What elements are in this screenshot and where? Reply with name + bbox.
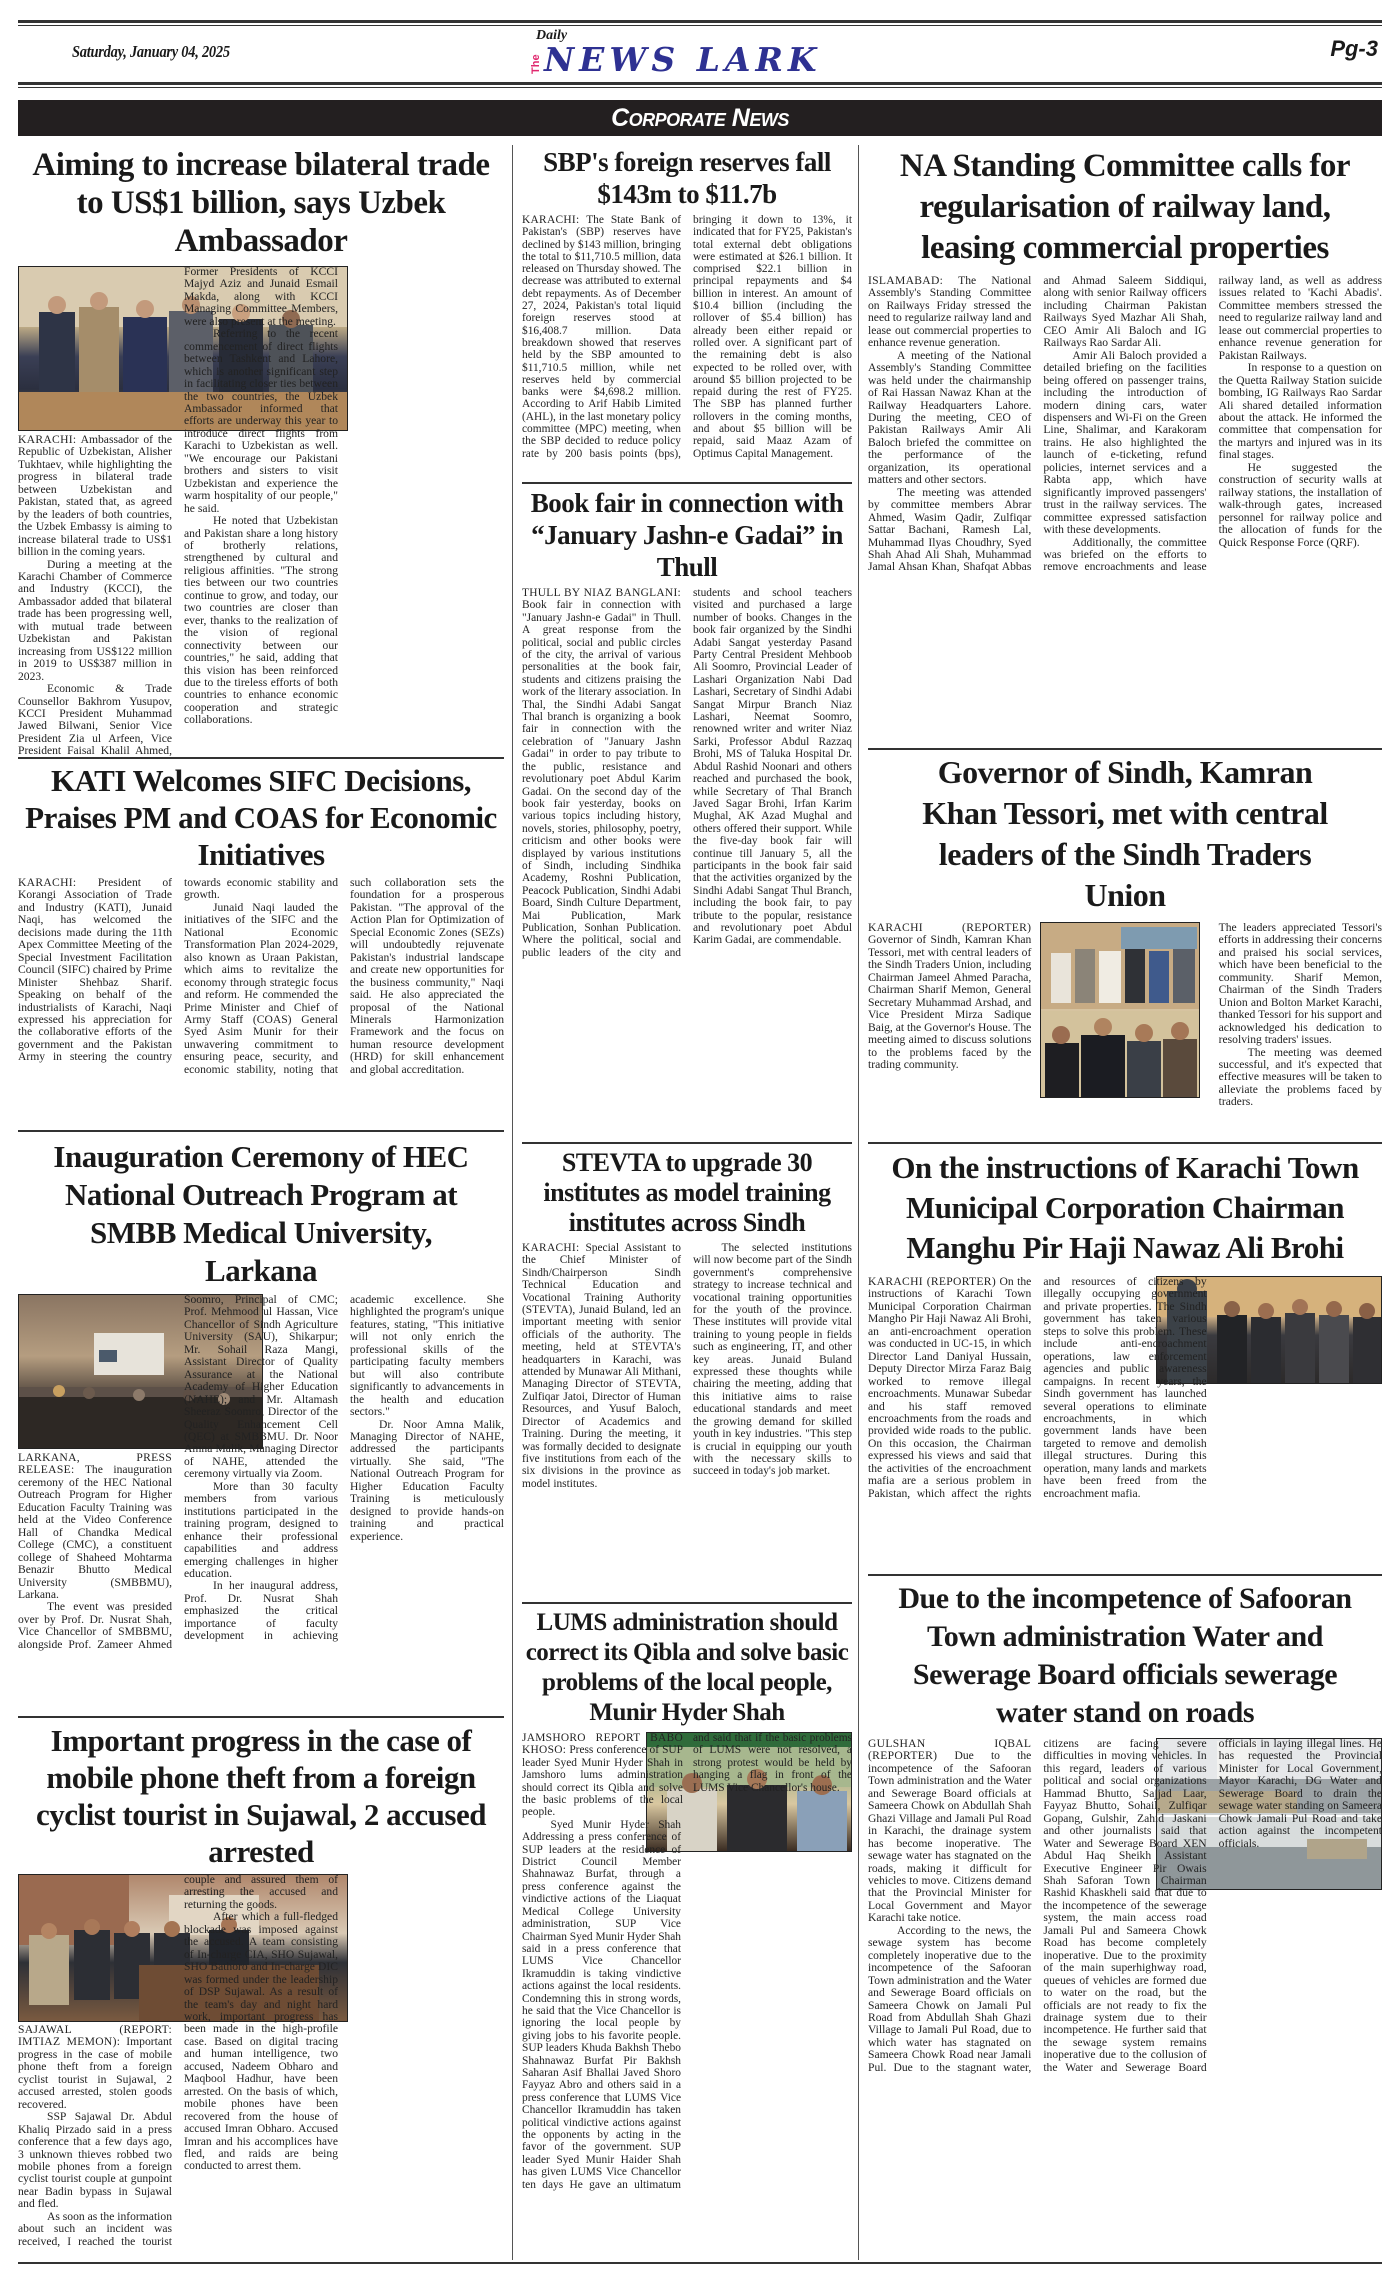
article-paragraph: Referring to the recent commencement of direct flights between Tashkent and Lahore, which is another significant step in facilitating closer ties between the two countries, the Uzbek Ambassador informed that efforts are underway this year to introduce direct flights from Karachi to Uzbekistan as well. "We encourage our Pakistani brothers and sisters to visit Uzbekistan and experience the warm hospitality of our people," he said. <box>184 327 338 515</box>
article-body <box>522 1732 852 2202</box>
section-header <box>18 100 1382 136</box>
article-paragraph: Syed Munir Hyder Shah Addressing a press conference of SUP leaders at the residence of District Council Member Shahnawaz Burfat, through a press conference against the vindictive actions of the Liaquat Medical College University administration, SUP Vice Chairman Syed Munir Hyder Shah said in a press conference that LUMS Vice Chancellor Ikramuddin is taking vindictive actions against the local residents. Condemning this in strong words, he said that the Vice Chancellor is ignoring the local people by giving jobs to his favorite people. SUP leaders Khuda Bakhsh Thebo Shahnawaz Burfat Pir Bakhsh Saharan Asif Bhallai Javed Shoro Fayyaz Abro and others said in a press conference that LUMS Vice Chancellor Ikramuddin has taken political vindictive actions against the opponents by acting in the favor of the government. SUP leader Syed Munir Haider Shah has given LUMS Vice Chancellor ten days He gave an ultimatum and said that if the basic problems of LUMS were not resolved, a strong protest would be held by hanging a flag in front of the LUMS Vice Chancellor's house. <box>522 1732 852 2191</box>
page-bottom-rule <box>18 2262 1382 2264</box>
article-paragraph: LARKANA, PRESS RELEASE: The inauguration ceremony of the HEC National Outreach Program for Higher Education Faculty Training was held at the Video Conference Hall of Chandka Medical College (CMC), a constituent college of Shaheed Mohtarma Benazir Bhutto Medical University (SMBBMU), Larkana. <box>18 1451 172 1601</box>
article-book-fair <box>522 487 852 1115</box>
photo-spacer <box>18 266 172 434</box>
article-paragraph: Dr. Noor Amna Malik, Managing Director of NAHE, addressed the participants virtually. She said, "The National Outreach Program for Higher Education Faculty Training is meticulously designed to provide hands-on training and practical experience. <box>350 1417 504 1543</box>
article-paragraph: More than 30 faculty members from various institutions participated in the training program, designed to enhance their professional capabilities and address emerging challenges in higher education. <box>184 1479 338 1580</box>
column-divider <box>512 145 513 2260</box>
headline: Inauguration Ceremony of HEC National Outreach Program at SMBB Medical University, Larkana <box>53 1139 469 1288</box>
article-paragraph: According to the news, the sewage system has become completely inoperative due to the incompetence of the Safooran Town administration and the Water and Sewerage Board officials on Sameera Chowk on Jamali Pul Road from Abdullah Shah Ghazi Village to Jamali Pul Road, due to which water has stagnated on Sameera Chowk Road near Jamali Pul. Due to the stagnant water, citizens are facing severe difficulties in moving vehicles. In this regard, leaders of various political and social organizations Hammad Bhutto, Sajjad Laar, Fayyaz Bhutto, Sohail, Zulfiqar Gopang, Gulshir, Zahid Jaskani and other journalists said that Water and Sewerage Board XEN Abdul Haq Sheikh Assistant Executive Engineer Pir Owais Shah Saforan Town Chairman Rashid Khaskheli said that due to the incompetence of the sewerage system, the main access road Jamali Pul and Sameera Chowk Road has become completely inoperative. Due to the proximity of the main superhighway road, queues of vehicles are formed due to water on the road, but the officials are not ready to fix the drainage system due to their incompetence. He further said that the sewage system remains inoperative due to the collusion of the Water and Sewerage Board officials in laying illegal lines. He has requested the Provincial Minister for Local Government, Mayor Karachi, DG Water and Sewerage Board to drain the sewage water standing on Sameera Chowk Jamali Pul Road and take action against the incompetent officials. <box>868 1737 1382 2074</box>
article-stevta <box>522 1148 852 1538</box>
issue-date: Saturday, January 04, 2025 <box>72 42 230 61</box>
article-uzbek-trade <box>18 146 504 758</box>
headline: STEVTA to upgrade 30 institutes as model training institutes across Sindh <box>543 1148 831 1237</box>
page-number: Pg-3 <box>1330 36 1378 61</box>
article-paragraph: KARACHI: Special Assistant to the Chief Minister of Sindh/Chairperson Sindh Technical Education and Vocational Training Authority (STEVTA), Junaid Buland, led an important meeting with senior officials of the authority. The meeting, held at STEVTA's headquarters in Karachi, was attended by Munawar Ali Mithani, Managing Director of STEVTA, Zulfiqar Jatoi, Director of Human Resources, and Yusuf Baloch, Director of Academics and Training. During the meeting, it was formally decided to designate five institutions from each of the six divisions in the province as model institutes. <box>522 1242 681 1490</box>
headline: Aiming to increase bilateral trade to US$1 billion, says Uzbek Ambassador <box>32 147 490 259</box>
headline: Important progress in the case of mobile phone theft from a foreign cyclist tourist in Sujawal, 2 accused arrested <box>36 1723 486 1869</box>
article-hec <box>18 1138 504 1654</box>
masthead-bottom-rule <box>18 82 1382 88</box>
article-safooran <box>868 1580 1382 2082</box>
headline: Governor of Sindh, Kamran Khan Tessori, met with central leaders of the Sindh Traders Union <box>922 754 1328 913</box>
headline: On the instructions of Karachi Town Municipal Corporation Chairman Manghu Pir Haji Nawaz Ali Brohi <box>891 1150 1359 1265</box>
article-paragraph: Economic & Trade Counsellor Bakhrom Yusupov, KCCI President Muhammad Jawed Bilwani, Senior Vice President Zia ul Arfeen, Vice President Faisal Khalil Ahmed, Former Presidents of KCCI Majyd Aziz and Junaid Esmail Makda, along with KCCI Managing Committee Members, were also present at the meeting. <box>18 265 338 758</box>
newspaper-logo <box>530 28 870 84</box>
masthead-top-rule <box>18 20 1382 26</box>
article-paragraph: KARACHI (REPORTER) Governor of Sindh, Kamran Khan Tessori, met with central leaders of the Sindh Traders Union, including Chairman Jameel Ahmed Paracha, Chairman Sharif Memon, General Secretary Muhammad Arshad, and Vice President Mirza Sadique Baig, at the Governor's House. The meeting aimed to discuss solutions to the problems faced by the trading community. <box>868 921 1032 1071</box>
article-divider <box>868 748 1382 750</box>
headline: NA Standing Committee calls for regularisation of railway land, leasing commercial properties <box>899 148 1351 266</box>
logo-name: NEWS LARK <box>544 40 822 79</box>
section-title: Corporate News <box>611 104 789 132</box>
article-body <box>18 1294 504 1654</box>
article-kati <box>18 762 504 1101</box>
photo-spacer <box>18 1874 172 2024</box>
article-body <box>868 1276 1382 1508</box>
article-railway <box>868 146 1382 711</box>
headline: Book fair in connection with “January Jashn-e Gadai” in Thull <box>530 488 844 582</box>
article-paragraph: The selected institutions will now become part of the Sindh government's comprehensive strategy to increase technical and vocational training opportunities for the youth of the province. These institutes will provide vital training to young people in fields such as engineering, IT, and other key areas. Junaid Buland expressed these thoughts while chairing the meeting, adding that this initiative aims to raise educational standards and meet the growing demand for skilled youth in key industries. "This step is crucial in equipping our youth with the necessary skills to succeed in today's job market. <box>693 1242 852 1478</box>
article-mangho-pir <box>868 1148 1382 1508</box>
article-divider <box>868 1142 1382 1144</box>
article-paragraph: THULL BY NIAZ BANGLANI: Book fair in connection with "January Jashn-e Gadai" in Thull. A great response from the political, social and public circles of the city, the arrival of various personalities at the book fair, students and citizens praising the work of the literary association. In Thal, the Sindhi Adabi Sangat Thal branch is organizing a book fair in connection with the celebration of "January Jashn Gadai" in order to pay tribute to the public, resistance and revolutionary poet Abdul Karim Gadai. On the second day of the book fair yesterday, books on various topics including history, novels, stories, philosophy, poetry, criticism and other books were displayed by various institutions of Sindh, including Sindhika Academy, Roshni Publication, Peacock Publication, Sindhi Adabi Board, Sindh Culture Department, Mai Publication, Mark Publication, Sonhan Publication. Where the political, social and public leaders of the city and students and school teachers visited and purchased a large number of books. Changes in the book fair organized by the Sindhi Adabi Sangat yesterday Pasand Party Central President Mehboob Ali Soomro, Provincial Leader of Lashari Organization Nabi Dad Lashari, Secretary of Sindhi Adabi Sangat Mirpur Branch Niaz Lashari, Neemat Soomro, renowned writer and writer Niaz Sarki, Professor Abdul Razzaq Brohi, MS of Taluka Hospital Dr. Abdul Rashid Noonari and others reached and purchased the book, while Secretary of Thal Branch Javed Sagar Brohi, Irfan Karim Mughal, AK Azad Mughal and others offered their support. While the five-day book fair will continue till January 5, all the participants in the book fair said that the activities organized by the Sindhi Adabi Sangat Thul Branch, including the book fair, to pay tribute to the popular, resistance and revolutionary poet Abdul Karim Gadai, are commendable. <box>522 587 852 959</box>
article-divider <box>522 1142 852 1144</box>
article-body <box>522 214 852 494</box>
article-sbp-reserves <box>522 146 852 494</box>
article-paragraph: GULSHAN IQBAL (REPORTER) Due to the incompetence of the Safooran Town administration and the Water and Sewerage Board officials at Sameera Chowk on Abdullah Shah Ghazi Village and Jamali Pul Road in Karachi, the drainage system has become inoperative. The sewage water has stagnated on the roads, making it difficult for vehicles to move. Citizens demand that the Provincial Minister for Local Government and Mayor Karachi take notice. <box>868 1737 1032 1925</box>
article-divider <box>868 1574 1382 1576</box>
logo-the: The <box>530 54 542 74</box>
article-paragraph: KARACHI (REPORTER) On the instructions of Karachi Town Municipal Corporation Chairman Mangho Pir Haji Nawaz Ali Brohi, an anti-encroachment operation was conducted in UC-15, in which Director Land Daniyal Hussain, Deputy Director Mirza Faraz Baig worked to remove illegal encroachments. Munawar Subedar and his staff removed encroachments from the roads and provided wide roads to the public. On this occasion, the Chairman expressed his views and said that the activities of the encroachment mafia are a serious problem in Pakistan, which affect the rights and resources of citizens by illegally occupying government and private properties. The Sindh government has taken various steps to solve this problem. These include anti-encroachment operations, law enforcement agencies and public awareness campaigns. In recent years, the Sindh government has launched several operations to eliminate encroachments, in which government lands have been targeted to remove and demolish illegal structures. During this operation, many lands and markets have been freed from the encroachment mafia. <box>868 1275 1207 1500</box>
article-mobile-theft <box>18 1722 504 2250</box>
article-paragraph: ISLAMABAD: The National Assembly's Standing Committee on Railways Friday stressed the need to regularize railway land and lease out commercial properties to enhance revenue generation. <box>868 274 1032 350</box>
article-paragraph: As soon as the information about such an incident was received, I reached the tourist couple and assured them of arresting the accused and returning the goods. <box>18 1873 338 2248</box>
article-paragraph: SAJAWAL (REPORT: IMTIAZ MEMON): Important progress in the case of mobile phone theft from a foreign cyclist tourist in Sujawal, 2 accused arrested, stolen goods recovered. <box>18 2023 172 2111</box>
article-paragraph: He noted that Uzbekistan and Pakistan share a long history of brotherly relations, strengthened by cultural and religious affinities. "The strong ties between our two countries continue to grow, and today, our two countries are closer than ever, thanks to the realization of the vision of regional connectivity between our countries," he said, adding that this vision has been reinforced due to the tireless efforts of both countries to enhance economic cooperation and strategic collaborations. <box>184 514 338 727</box>
photo-spacer <box>18 1294 172 1452</box>
article-paragraph: After which a full-fledged blockade was imposed against the accused. A team consisting of In-charge CIA, SHO Sujawal, SHO Bathoro and In-charge DIC was formed under the leadership of DSP Sujawal. As a result of the team's day and night hard work, important progress has been made in the high-profile case. Based on digital tracing and human intelligence, two accused, Nadeem Obharo and Maqbool Hadhur, have been arrested. On the basis of which, mobile phones have been recovered from the house of accused Imran Obharo. Accused Imran and his accomplices have fled, and raids are being conducted to arrest them. <box>184 1910 338 2173</box>
logo-daily: Daily <box>536 28 568 43</box>
headline: LUMS administration should correct its Qibla and solve basic problems of the local people, Munir Hyder Shah <box>525 1609 849 1726</box>
article-divider <box>522 1602 852 1604</box>
article-paragraph: SSP Sajawal Dr. Abdul Khaliq Pirzado said in a press conference that a few days ago, 3 unknown thieves robbed two mobile phones from a foreign cyclist tourist couple at gunpoint near Badin bypass in Sujawal and fled. <box>18 2110 172 2211</box>
headline: KATI Welcomes SIFC Decisions, Praises PM and COAS for Economic Initiatives <box>25 763 497 872</box>
article-paragraph: JAMSHORO REPORT BABO KHOSO: Press conference of SUP leader Syed Munir Hyder Shah in Jamshoro lums administration should correct its Qibla and solve the basic problems of the local people. <box>522 1732 683 1819</box>
article-paragraph: During a meeting at the Karachi Chamber of Commerce and Industry (KCCI), the Ambassador added that bilateral trade has been progressing well, with mutual trade between Uzbekistan and Pakistan increasing from US$122 million in 2019 to US$387 million in 2023. <box>18 557 172 683</box>
article-body <box>868 1738 1382 2082</box>
article-paragraph: The leaders appreciated Tessori's efforts in addressing their concerns and praised his social services, which have been beneficial to the community. Sharif Memon, Chairman of the Sindh Traders Union and Bolton Market Karachi, thanked Tessori for his support and acknowledged his dedication to resolving traders' issues. <box>1218 921 1382 1047</box>
article-divider <box>18 757 504 759</box>
article-paragraph: The meeting was attended by committee members Abrar Ahmed, Wasim Qadir, Zulfiqar Sattar Bachani, Ramesh Lal, Muhammad Ilyas Choudhry, Syed Shah Ahad Ali Shah, Muhammad Jamal Ahsan Khan, Shafqat Abbas and Ahmad Saleem Siddiqui, along with senior Railway officers including Chairman Pakistan Railways Syed Mazhar Ali Shah, CEO Amir Ali Baloch and IG Railways Rao Sardar Ali. <box>868 274 1207 574</box>
article-paragraph: In her inaugural address, Prof. Dr. Nusrat Shah emphasized the critical importance of faculty development in achieving academic excellence. She highlighted the program's unique features, stating, "This initiative will not only enrich the professional skills of the participating faculty members but will also contribute significantly to advancements in the health and education sectors." <box>184 1293 504 1643</box>
article-paragraph: KARACHI: The State Bank of Pakistan's (SBP) reserves have declined by $143 million, bringing the total to $11,710.5 million, data released on Thursday showed. The decrease was attributed to external debt repayments. As of December 27, 2024, Pakistan's total liquid foreign reserves stood at $16,408.7 million. Data breakdown showed that reserves held by the SBP amounted to $11,710.5 million, while net reserves held by commercial banks were $4,698.2 million. According to Arif Habib Limited (AHL), in the last monetary policy committee (MPC) meeting, when the SBP decided to reduce policy rate by 200 basis points (bps), bringing it down to 13%, it indicated that for FY25, Pakistan's total external debt obligations were estimated at $26.1 billion. It comprised $22.1 billion in principal repayments and $4 billion in interest. An amount of $10.4 billion (including the rollover of $5.4 billion) has already been either repaid or rolled over. A significant part of the remaining debt is also expected to be rolled over, with around $5 billion projected to be repaid during the rest of FY25. The SBP has planned further rollovers in the coming months, and about $5 billion will be repaid, said Maaz Azam of Optimus Capital Management. <box>522 214 852 460</box>
article-body <box>868 922 1382 1112</box>
article-paragraph: Additionally, the committee was briefed on the efforts to remove encroachments and lease railway land, as well as address issues related to 'Kachi Abadis'. Committee members stressed the need to regularize railway land and lease out commercial properties to enhance revenue generation for Pakistan Railways. <box>1043 274 1382 574</box>
photo-spacer <box>1043 922 1206 1100</box>
article-divider <box>522 482 852 484</box>
article-paragraph: The meeting was deemed successful, and it's expected that effective measures will be taken to alleviate the problems faced by traders. <box>1218 1045 1382 1109</box>
article-paragraph: In response to a question on the Quetta Railway Station suicide bombing, IG Railways Rao Sardar Ali shared detailed information about the attack. He informed the committee that compensation for the martyrs and injured was in its final stages. <box>1218 361 1382 462</box>
article-paragraph: He suggested the construction of security walls at railway stations, the installation of walk-through gates, increased personnel for railway police and the allocation of funds for the Quick Response Force (QRF). <box>1218 460 1382 549</box>
headline: Due to the incompetence of Safooran Town administration Water and Sewerage Board officials sewerage water stand on roads <box>898 1582 1352 1729</box>
article-paragraph: KARACHI: Ambassador of the Republic of Uzbekistan, Alisher Tukhtaev, while highlighting the progress in bilateral trade between Uzbekistan and Pakistan, stated that, as agreed by the leaders of both countries, the Uzbek Embassy is aiming to increase bilateral trade to US$1 billion in the coming years. <box>18 433 172 559</box>
article-divider <box>18 1130 504 1132</box>
article-governor <box>868 752 1382 1112</box>
article-paragraph: A meeting of the National Assembly's Standing Committee was held under the chairmanship of Rai Hassan Nawaz Khan at the Railway Headquarters Lahore. During the meeting, CEO of Pakistan Railways Amir Ali Baloch briefed the committee on the performance of the organization, its operational matters and other sectors. <box>868 348 1032 487</box>
article-paragraph: KARACHI: President of Korangi Association of Trade and Industry (KATI), Junaid Naqi, has welcomed the decisions made during the 11th Apex Committee Meeting of the Special Investment Facilitation Council (SIFC) chaired by Prime Minister Shehbaz Sharif. Speaking on behalf of the industrialists of Karachi, Naqi expressed his appreciation for the collaborative efforts of the government and the Pakistan Army in steering the country towards economic stability and growth. <box>18 876 338 1064</box>
article-body <box>868 275 1382 711</box>
article-body <box>522 587 852 1115</box>
article-paragraph: The event was presided over by Prof. Dr. Nusrat Shah, Vice Chancellor of SMBBMU, alongside Prof. Zameer Ahmed Soomro, Principal of CMC; Prof. Mehmood ul Hassan, Vice Chancellor of Sindh Agriculture University (SAU), Shikarpur; Mr. Sohail Raza Mangi, Assistant Director of Quality Assurance at the National Academy of Higher Education (NAHE); and Mr. Altamash Sheeraz Soomro, Director of the Quality Enhancement Cell (QEC) at SMBBMU. Dr. Noor Amna Malik, Managing Director of NAHE, attended the ceremony virtually via Zoom. <box>18 1293 338 1651</box>
article-paragraph: Junaid Naqi lauded the initiatives of the SIFC and the National Economic Transformation Plan 2024-2029, also known as Uraan Pakistan, which aims to revitalize the economy through strategic focus and reform. He commended the Prime Minister and Chief of Army Staff (COAS) General Syed Asim Munir for their unwavering commitment to ensuring peace, security, and economic stability, noting that such collaboration sets the foundation for a prosperous Pakistan. "The approval of the Action Plan for Optimization of Special Economic Zones (SEZs) will undoubtedly rejuvenate Pakistan's industrial landscape and create new opportunities for the business community," Naqi said. He also appreciated the proposal of the National Minerals Harmonization Framework and the focus on human resource development (HRD) for skill enhancement and global accreditation. <box>184 876 504 1076</box>
headline: SBP's foreign reserves fall $143m to $11.7b <box>543 147 831 209</box>
article-body <box>18 1874 504 2250</box>
article-body <box>18 877 504 1101</box>
article-paragraph: Amir Ali Baloch provided a detailed briefing on the facilities being offered on passenger trains, including the introduction of modern dining cars, water dispensers and Wi-Fi on the Green Line, Shalimar, and Karakoram trains. He also highlighted the launch of e-ticketing, refund policies, internet services and a Rabta app, which have significantly improved passengers' trust in the railway services. The committee expressed satisfaction with these developments. <box>1043 348 1207 537</box>
article-lums <box>522 1608 852 2202</box>
column-divider <box>858 145 859 2260</box>
article-divider <box>18 1716 504 1718</box>
article-body <box>522 1242 852 1538</box>
article-body <box>18 266 504 758</box>
